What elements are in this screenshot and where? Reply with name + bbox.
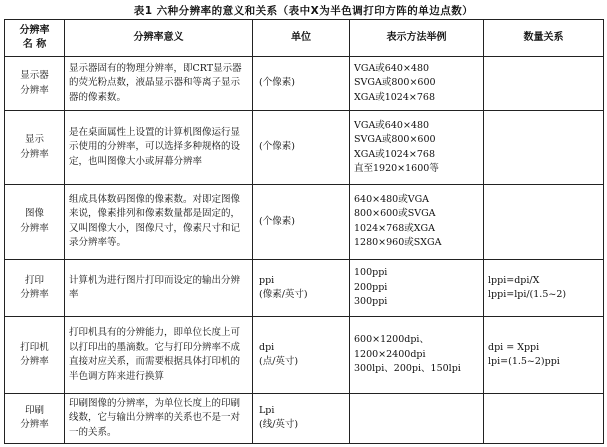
row-relation: [484, 110, 604, 184]
row-name: 显示 分辨率: [5, 110, 65, 184]
row-relation: lppi=dpi/X lppi=lpi/(1.5~2): [484, 259, 604, 317]
header-unit: 单位: [253, 20, 350, 57]
row-name: 印刷 分辨率: [5, 393, 65, 443]
row-unit: dpi (点/英寸): [253, 317, 350, 393]
row-name: 打印机 分辨率: [5, 317, 65, 393]
header-examples: 表示方法举例: [350, 20, 484, 57]
row-unit: (个像素): [253, 110, 350, 184]
row-name: 打印 分辨率: [5, 259, 65, 317]
row-examples: [350, 393, 484, 443]
row-relation: [484, 393, 604, 443]
header-meaning: 分辨率意义: [65, 20, 253, 57]
row-examples: VGA或640×480 SVGA或800×600 XGA或1024×768 直至1920×1600等: [350, 110, 484, 184]
row-meaning: 显示器固有的物理分辨率，即CRT显示器的荧光粉点数，液晶显示器和等离子显示器的像素数。: [65, 57, 253, 111]
row-relation: dpi = Xppi lpi=(1.5~2)ppi: [484, 317, 604, 393]
row-name: 显示器 分辨率: [5, 57, 65, 111]
table-row: [5, 317, 604, 393]
table-caption: 表1 六种分辨率的意义和关系（表中X为半色调打印方阵的单边点数）: [133, 5, 474, 17]
row-unit: (个像素): [253, 57, 350, 111]
row-name: 图像 分辨率: [5, 185, 65, 259]
table-row: [5, 57, 604, 111]
row-meaning: 印刷图像的分辨率，为单位长度上的印刷线数，它与输出分辨率的关系也不是一对一的关系。: [65, 393, 253, 443]
row-meaning: 是在桌面属性上设置的计算机图像运行显示使用的分辨率，可以选择多种规格的设定，也叫图像大小或屏幕分辨率: [65, 110, 253, 184]
row-examples: 600×1200dpi、 1200×2400dpi 300lpi、200pi、150lpi: [350, 317, 484, 393]
row-unit: ppi (像素/英寸): [253, 259, 350, 317]
row-meaning: 组成具体数码图像的像素数。对即定图像来说，像素排列和像素数量都是固定的，又叫图像大小，图像尺寸，像素尺寸和记录分辨率等。: [65, 185, 253, 259]
header-relation: 数量关系: [484, 20, 604, 57]
table-row: [5, 185, 604, 259]
row-meaning: 打印机具有的分辨能力，即单位长度上可以打印出的墨滴数。它与打印分辨率不成直接对应关系，而需要根据具体打印机的半色调方阵来进行换算: [65, 317, 253, 393]
row-examples: VGA或640×480 SVGA或800×600 XGA或1024×768: [350, 57, 484, 111]
row-relation: [484, 57, 604, 111]
table-row: [5, 259, 604, 317]
row-examples: 100ppi 200ppi 300ppi: [350, 259, 484, 317]
table-header-row: [5, 20, 604, 57]
row-unit: (个像素): [253, 185, 350, 259]
row-relation: [484, 185, 604, 259]
header-name: 分辨率 名 称: [5, 20, 65, 57]
row-meaning: 计算机为进行图片打印而设定的输出分辨率: [65, 259, 253, 317]
row-unit: Lpi (线/英寸): [253, 393, 350, 443]
resolution-table: [4, 19, 604, 444]
row-examples: 640×480或VGA 800×600或SVGA 1024×768或XGA 1280×960或SXGA: [350, 185, 484, 259]
table-row: [5, 393, 604, 443]
table-row: [5, 110, 604, 184]
